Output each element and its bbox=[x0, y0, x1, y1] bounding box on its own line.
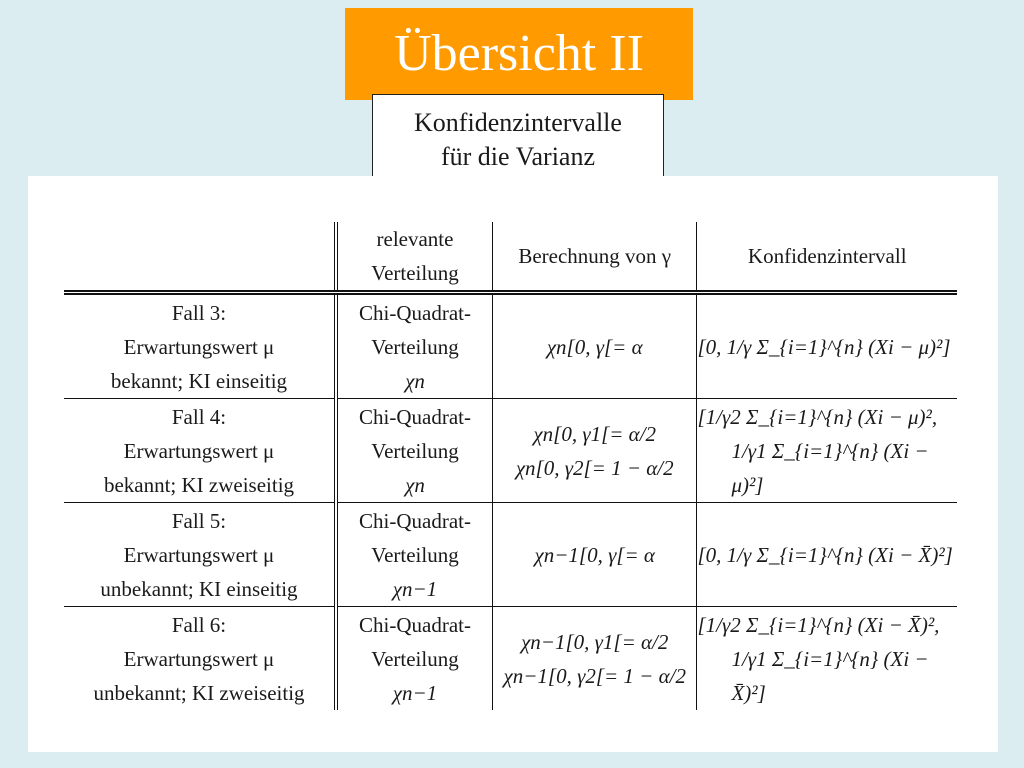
case-cell bbox=[64, 607, 336, 711]
interval-cell bbox=[697, 607, 957, 711]
case-cell bbox=[64, 399, 336, 503]
interval-line-1: [1/γ2 Σ_{i=1}^{n} (Xi − μ)², bbox=[697, 404, 938, 429]
confidence-interval-table bbox=[64, 222, 957, 710]
table-header-row bbox=[64, 222, 957, 293]
case-title: Fall 3: bbox=[171, 300, 227, 325]
table-row bbox=[64, 503, 957, 607]
distribution-label: Verteilung bbox=[371, 646, 459, 671]
case-cell bbox=[64, 293, 336, 399]
case-type: bekannt; KI zweiseitig bbox=[103, 472, 295, 497]
distribution-name: Chi-Quadrat- bbox=[359, 300, 471, 325]
distribution-symbol: χn bbox=[405, 472, 425, 497]
interval-line-1: [1/γ2 Σ_{i=1}^{n} (Xi − X̄)², bbox=[697, 612, 940, 637]
header-cell-distribution bbox=[336, 222, 493, 293]
header-cell-interval: Konfidenzintervall bbox=[747, 243, 907, 268]
interval-line-2: 1/γ1 Σ_{i=1}^{n} (Xi − μ)²] bbox=[731, 438, 929, 497]
distribution-name: Chi-Quadrat- bbox=[359, 612, 471, 637]
interval-line-2: 1/γ1 Σ_{i=1}^{n} (Xi − X̄)²] bbox=[731, 646, 929, 705]
case-title: Fall 4: bbox=[171, 404, 227, 429]
calculation-line-1: χn−1[0, γ[= α bbox=[534, 542, 655, 567]
case-expectation: Erwartungswert μ bbox=[123, 646, 275, 671]
table-row bbox=[64, 399, 957, 503]
distribution-cell bbox=[336, 503, 493, 607]
case-expectation: Erwartungswert μ bbox=[123, 334, 275, 359]
distribution-name: Chi-Quadrat- bbox=[359, 404, 471, 429]
distribution-label: Verteilung bbox=[371, 334, 459, 359]
distribution-symbol: χn−1 bbox=[392, 680, 438, 705]
calculation-cell bbox=[492, 399, 696, 503]
calculation-cell bbox=[492, 503, 696, 607]
case-type: bekannt; KI einseitig bbox=[110, 368, 288, 393]
calculation-line-2: χn−1[0, γ2[= 1 − α/2 bbox=[503, 663, 686, 688]
distribution-symbol: χn bbox=[405, 368, 425, 393]
slide-title: Übersicht II bbox=[345, 8, 693, 100]
calculation-line-1: χn[0, γ1[= α/2 bbox=[533, 421, 657, 446]
interval-line-1: [0, 1/γ Σ_{i=1}^{n} (Xi − μ)²] bbox=[697, 334, 951, 359]
interval-cell bbox=[697, 503, 957, 607]
interval-cell bbox=[697, 293, 957, 399]
distribution-symbol: χn−1 bbox=[392, 576, 438, 601]
subtitle-line-1: Konfidenzintervalle bbox=[414, 108, 622, 137]
calculation-cell bbox=[492, 293, 696, 399]
case-type: unbekannt; KI zweiseitig bbox=[93, 680, 305, 705]
case-title: Fall 6: bbox=[171, 612, 227, 637]
content-panel bbox=[28, 176, 998, 752]
case-expectation: Erwartungswert μ bbox=[123, 438, 275, 463]
case-cell bbox=[64, 503, 336, 607]
case-expectation: Erwartungswert μ bbox=[123, 542, 275, 567]
calculation-line-1: χn−1[0, γ1[= α/2 bbox=[521, 629, 669, 654]
distribution-cell bbox=[336, 399, 493, 503]
table-row bbox=[64, 607, 957, 711]
interval-line-1: [0, 1/γ Σ_{i=1}^{n} (Xi − X̄)²] bbox=[697, 542, 953, 567]
distribution-cell bbox=[336, 607, 493, 711]
table-row bbox=[64, 293, 957, 399]
header-distribution-line-2: Verteilung bbox=[371, 261, 459, 285]
calculation-line-1: χn[0, γ[= α bbox=[546, 334, 643, 359]
distribution-label: Verteilung bbox=[371, 438, 459, 463]
case-type: unbekannt; KI einseitig bbox=[100, 576, 298, 601]
case-title: Fall 5: bbox=[171, 508, 227, 533]
header-cell-case bbox=[64, 222, 336, 293]
distribution-label: Verteilung bbox=[371, 542, 459, 567]
header-cell-calculation: Berechnung von γ bbox=[492, 222, 696, 293]
header-distribution-line-1: relevante bbox=[376, 227, 454, 251]
distribution-name: Chi-Quadrat- bbox=[359, 508, 471, 533]
subtitle-line-2: für die Varianz bbox=[440, 142, 595, 171]
interval-cell bbox=[697, 399, 957, 503]
calculation-line-2: χn[0, γ2[= 1 − α/2 bbox=[515, 455, 674, 480]
distribution-cell bbox=[336, 293, 493, 399]
calculation-cell bbox=[492, 607, 696, 711]
subtitle-box bbox=[372, 94, 664, 186]
